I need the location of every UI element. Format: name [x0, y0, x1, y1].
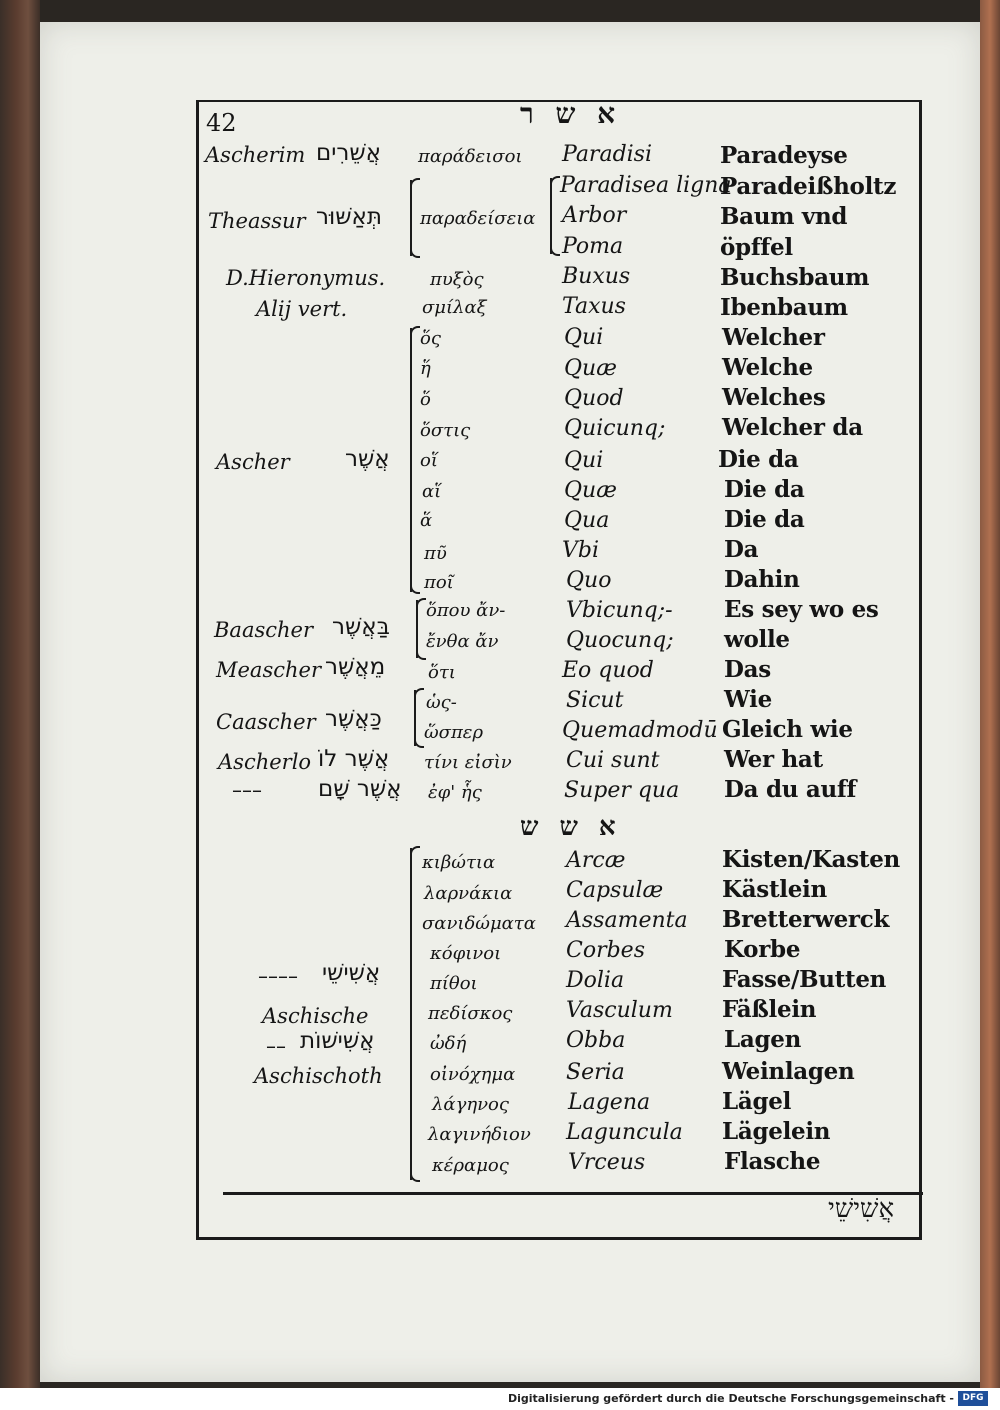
german-word: Dahin — [724, 566, 800, 593]
german-word: Fäßlein — [722, 996, 817, 1023]
german-word: Korbe — [724, 936, 801, 963]
german-word: wolle — [724, 626, 790, 653]
german-word: Kisten/Kasten — [722, 846, 900, 873]
greek-word: οἵ — [420, 450, 438, 471]
brace — [410, 848, 418, 1180]
greek-word: ὅστις — [420, 420, 471, 441]
latin-word: Lagena — [568, 1090, 651, 1115]
german-word: Paradeißholtz — [720, 173, 897, 200]
greek-word: ἥ — [420, 358, 431, 379]
dash-line: –––– — [258, 964, 298, 988]
hebrew-word: אֲשִׁישֵׁי — [322, 960, 381, 986]
greek-word: λαγινήδιον — [428, 1124, 531, 1145]
latin-word: Quemadmodū — [562, 718, 718, 743]
latin-word: Qui — [564, 448, 604, 473]
latin-word: Capsulæ — [566, 878, 664, 903]
german-word: Welcher — [722, 324, 825, 351]
greek-word: ἅ — [420, 510, 433, 531]
bottom-rule — [223, 1192, 923, 1195]
transliteration: Ascherim — [205, 143, 306, 167]
latin-word: Corbes — [566, 938, 645, 963]
greek-word: ὅπου ἄν- — [426, 600, 506, 621]
transliteration: Baascher — [214, 618, 314, 642]
transliteration: Aschische — [262, 1004, 369, 1028]
german-word: Ibenbaum — [720, 294, 848, 321]
latin-word: Quæ — [564, 356, 617, 381]
hebrew-word: אֲשִׁישׁוֹת — [300, 1028, 375, 1054]
german-word: Welcher da — [722, 414, 863, 441]
brace — [416, 600, 424, 658]
german-word: Paradeyse — [720, 142, 848, 169]
brace — [414, 690, 422, 746]
german-word: Das — [724, 656, 771, 683]
latin-word: Vbi — [562, 538, 600, 563]
latin-word: Arcæ — [566, 848, 626, 873]
greek-word: ποῖ — [424, 572, 454, 593]
german-word: Lägelein — [722, 1118, 831, 1145]
greek-word: λαρνάκια — [424, 883, 513, 904]
latin-word: Vbicunq;- — [566, 598, 673, 623]
latin-word: Taxus — [562, 294, 626, 319]
transliteration: Theassur — [208, 209, 306, 233]
section-header-hebrew: א ש ש — [520, 812, 622, 842]
latin-word: Arbor — [562, 203, 627, 228]
greek-word: λάγηνος — [432, 1094, 509, 1115]
hebrew-word: אֲשֶׁר שָׁם — [318, 776, 402, 802]
brace — [550, 178, 558, 254]
hebrew-word: מֵאֲשֶׁר — [325, 654, 386, 680]
german-word: Weinlagen — [722, 1058, 855, 1085]
transliteration: Alij vert. — [256, 297, 348, 321]
transliteration: Ascherlo — [218, 750, 312, 774]
latin-word: Dolia — [566, 968, 625, 993]
transliteration: Meascher — [216, 658, 321, 682]
greek-word: ὅ — [420, 389, 431, 410]
transliteration: Aschischoth — [254, 1064, 383, 1088]
latin-word: Buxus — [562, 264, 631, 289]
greek-word: οἰνόχημα — [430, 1064, 516, 1085]
german-word: Die da — [724, 506, 805, 533]
book-spine — [0, 0, 40, 1388]
greek-word: κέραμος — [432, 1155, 509, 1176]
greek-word: τίνι εἰσὶν — [424, 752, 512, 773]
latin-word: Sicut — [566, 688, 624, 713]
transliteration: Ascher — [216, 450, 290, 474]
latin-word: Vrceus — [568, 1150, 646, 1175]
german-word: Wie — [724, 686, 772, 713]
latin-word: Qua — [564, 508, 610, 533]
hebrew-word: אֲשֶׁר לוֹ — [318, 746, 390, 772]
latin-word: Quicunq; — [564, 416, 666, 441]
greek-word: πεδίσκος — [428, 1003, 513, 1024]
page-header-hebrew: א ש ר — [520, 97, 622, 130]
page-number: 42 — [206, 109, 237, 137]
hebrew-word: בַּאֲשֶׁר — [332, 614, 390, 640]
greek-word: σανιδώματα — [422, 913, 536, 934]
german-word: öpffel — [720, 234, 793, 261]
greek-word: ὅς — [420, 328, 441, 349]
dash-line: –– — [266, 1034, 286, 1058]
greek-word: κόφινοι — [430, 943, 502, 964]
latin-word: Qui — [564, 325, 604, 350]
hebrew-word: אֲשֶׁר — [345, 446, 390, 472]
german-word: Bretterwerck — [722, 906, 890, 933]
transliteration: D.Hieronymus. — [226, 266, 386, 290]
german-word: Flasche — [724, 1148, 821, 1175]
latin-word: Quæ — [564, 478, 617, 503]
hebrew-word: כַּאֲשֶׁר — [325, 706, 382, 732]
german-word: Welches — [722, 384, 826, 411]
greek-word: κιβώτια — [422, 852, 496, 873]
brace — [410, 328, 418, 592]
german-word: Baum vnd — [720, 203, 848, 230]
german-word: Es sey wo es — [724, 596, 879, 623]
greek-word: ὠδή — [430, 1033, 467, 1054]
latin-word: Quo — [566, 568, 612, 593]
book-edge — [980, 0, 1000, 1388]
latin-word: Super qua — [564, 778, 680, 803]
german-word: Kästlein — [722, 876, 827, 903]
latin-word: Obba — [566, 1028, 626, 1053]
latin-word: Poma — [562, 234, 624, 259]
german-word: Fasse/Butten — [722, 966, 887, 993]
greek-word: ὅτι — [428, 662, 456, 683]
greek-word: ἔνθα ἄν — [426, 631, 499, 652]
greek-word: ὡς- — [426, 692, 457, 713]
german-word: Da — [724, 536, 759, 563]
latin-word: Seria — [566, 1060, 625, 1085]
transliteration: Caascher — [216, 710, 316, 734]
german-word: Welche — [722, 354, 813, 381]
latin-word: Vasculum — [566, 998, 673, 1023]
german-word: Die da — [718, 446, 799, 473]
german-word: Gleich wie — [722, 716, 853, 743]
latin-word: Eo quod — [562, 658, 654, 683]
greek-word: ἐφ' ἧς — [428, 782, 482, 803]
brace — [410, 180, 418, 256]
latin-word: Laguncula — [566, 1120, 683, 1145]
latin-word: Cui sunt — [566, 748, 660, 773]
catchword: אֲשִׁישֵׁי — [828, 1194, 895, 1224]
greek-word: παραδείσεια — [420, 208, 536, 229]
greek-word: παράδεισοι — [418, 146, 523, 167]
dfg-credit-text: Digitalisierung gefördert durch die Deutsche Forschungsgemeinschaft - — [507, 1392, 954, 1405]
latin-word: Quocunq; — [566, 628, 674, 653]
greek-word: πίθοι — [430, 973, 478, 994]
german-word: Buchsbaum — [720, 264, 870, 291]
german-word: Wer hat — [724, 746, 823, 773]
dfg-footer-bar — [0, 1388, 1000, 1410]
german-word: Da du auff — [724, 776, 857, 803]
latin-word: Paradisi — [562, 142, 653, 167]
latin-word: Paradisea ligna — [560, 173, 732, 198]
dfg-logo-icon: DFG — [958, 1391, 988, 1406]
latin-word: Quod — [564, 386, 624, 411]
dash-line: ––– — [232, 778, 262, 802]
greek-word: πυξὸς — [430, 269, 484, 290]
greek-word: πῦ — [424, 543, 447, 564]
hebrew-word: אֲשֵׁרִים — [316, 140, 382, 166]
latin-word: Assamenta — [566, 908, 688, 933]
german-word: Lägel — [722, 1088, 792, 1115]
hebrew-word: תְּאַשּׁוּר — [316, 204, 383, 230]
greek-word: σμίλαξ — [422, 297, 487, 318]
greek-word: ὥσπερ — [424, 722, 484, 743]
greek-word: αἵ — [422, 481, 442, 502]
german-word: Lagen — [724, 1026, 802, 1053]
german-word: Die da — [724, 476, 805, 503]
